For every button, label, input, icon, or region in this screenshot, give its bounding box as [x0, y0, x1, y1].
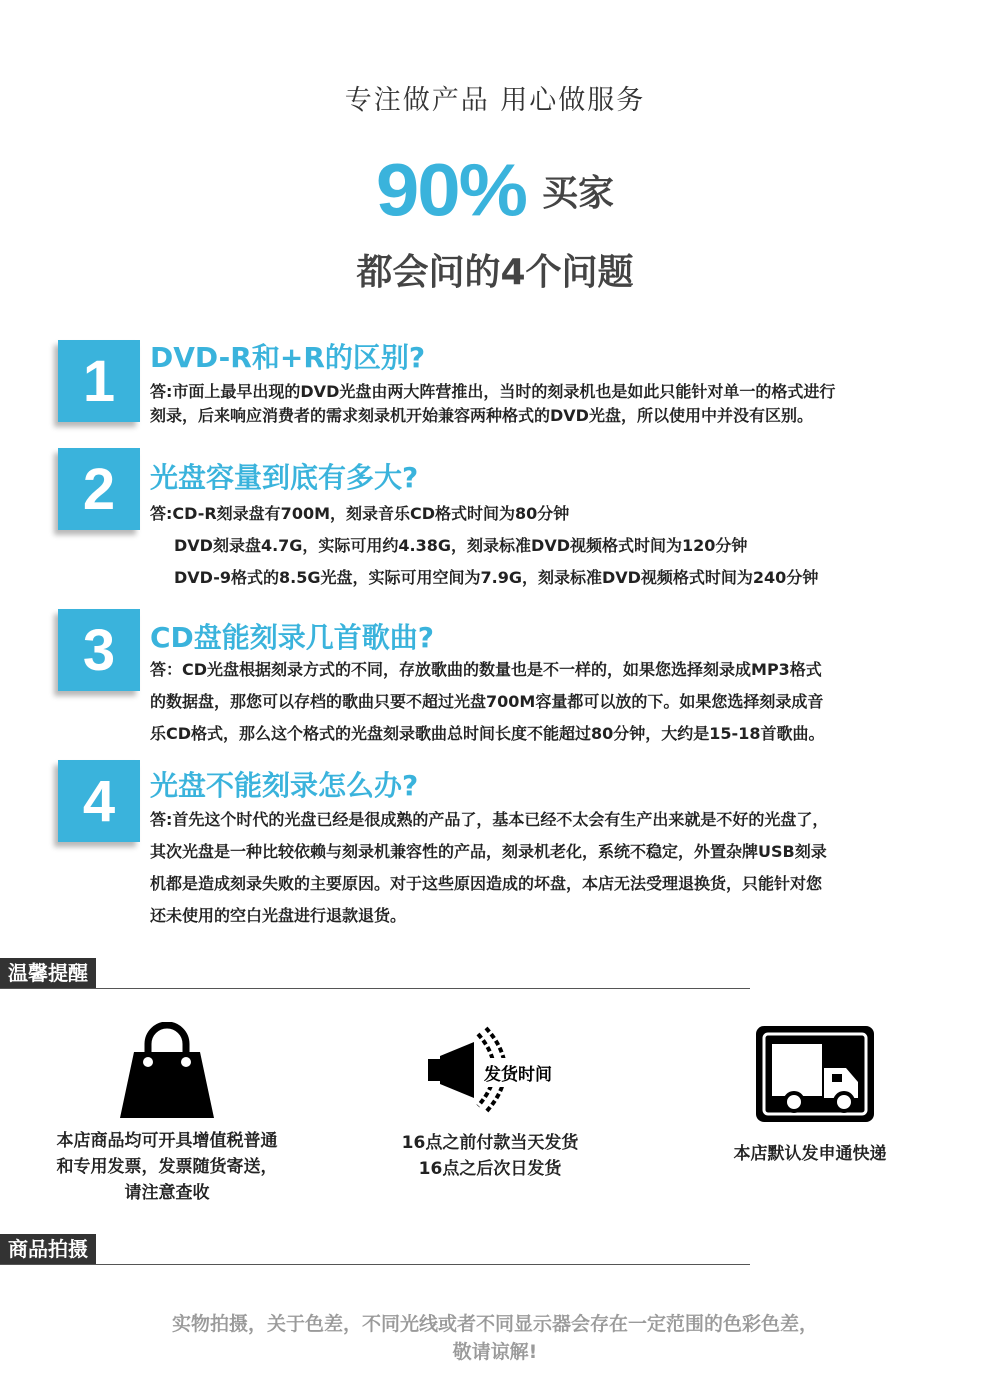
reminder-divider [0, 988, 750, 989]
photo-note-line: 敬请谅解! [452, 1341, 538, 1363]
photo-note-line: 实物拍摄，关于色差，不同光线或者不同显示器会存在一定范围的色彩色差， [171, 1313, 818, 1335]
slogan: 专注做产品 用心做服务 [344, 85, 646, 116]
headline [0, 150, 990, 230]
invoice-line: 和专用发票，发票随货寄送， [56, 1157, 278, 1177]
faq-title-2: 光盘容量到底有多大? [150, 461, 419, 494]
shipping-icon-label: 发货时间 [482, 1058, 554, 1087]
faq-answer-line: 答：CD光盘根据刻录方式的不同，存放歌曲的数量也是不一样的，如果您选择刻录成MP3格式 [150, 660, 822, 679]
faq-number-1: 1 [58, 340, 140, 422]
faq-title-3: CD盘能刻录几首歌曲? [150, 621, 435, 654]
faq-answer-line: 其次光盘是一种比较依赖与刻录机兼容性的产品，刻录机老化，系统不稳定，外置杂牌USB刻录 [150, 842, 827, 861]
faq-answer-1 [150, 376, 835, 432]
faq-title-1: DVD-R和+R的区别? [150, 341, 426, 374]
faq-answer-line: 机都是造成刻录失败的主要原因。对于这些原因造成的坏盘，本店无法受理退换货，只能针对您 [150, 874, 823, 893]
faq-answer-line: 的数据盘，那您可以存档的歌曲只要不超过光盘700M容量都可以放的下。如果您选择刻录成音 [150, 692, 824, 711]
invoice-note [30, 1128, 304, 1206]
faq-answer-line: 答:首先这个时代的光盘已经是很成熟的产品了，基本已经不太会有生产出来就是不好的光盘了， [150, 810, 829, 829]
faq-answer-line: DVD刻录盘4.7G，实际可用约4.38G，刻录标准DVD视频格式时间为120分钟 [174, 536, 748, 555]
shipping-note [380, 1130, 600, 1182]
faq-answer-line: 刻录，后来响应消费者的需求刻录机开始兼容两种格式的DVD光盘，所以使用中并没有区别。 [150, 406, 813, 425]
faq-answer-line: 还未使用的空白光盘进行退款退货。 [150, 906, 407, 925]
page-subtitle: 都会问的4个问题 [356, 252, 634, 293]
delivery-truck-icon [754, 1024, 876, 1124]
big-suffix: 买家 [542, 172, 615, 214]
faq-answer-line: DVD-9格式的8.5G光盘，实际可用空间为7.9G，刻录标准DVD视频格式时间为240分钟 [174, 568, 819, 587]
faq-answer-line: 答:市面上最早出现的DVD光盘由两大阵营推出，当时的刻录机也是如此只能针对单一的格式进行 [150, 382, 836, 401]
photo-divider [0, 1264, 750, 1265]
invoice-line: 请注意查收 [124, 1183, 210, 1203]
shipping-line: 16点之后次日发货 [418, 1159, 562, 1179]
faq-answer-4 [150, 804, 828, 932]
faq-number-2: 2 [58, 448, 140, 530]
faq-number-3: 3 [58, 609, 140, 691]
photo-note [0, 1310, 990, 1366]
faq-number-4: 4 [58, 760, 140, 842]
shipping-line: 16点之前付款当天发货 [401, 1133, 579, 1153]
big-percent: 90% [375, 148, 527, 232]
reminder-section-tag: 温馨提醒 [0, 958, 96, 988]
faq-title-4: 光盘不能刻录怎么办? [150, 769, 419, 802]
faq-answer-3 [150, 654, 824, 750]
faq-answer-line: 乐CD格式，那么这个格式的光盘刻录歌曲总时间长度不能超过80分钟，大约是15-18首歌曲。 [150, 724, 825, 743]
courier-note: 本店默认发申通快递 [733, 1144, 887, 1164]
faq-answer-2 [150, 498, 818, 594]
photo-section-tag: 商品拍摄 [0, 1234, 96, 1264]
faq-answer-line: 答:CD-R刻录盘有700M，刻录音乐CD格式时间为80分钟 [150, 504, 570, 523]
shopping-bag-icon [118, 1022, 216, 1120]
invoice-line: 本店商品均可开具增值税普通 [56, 1131, 278, 1151]
